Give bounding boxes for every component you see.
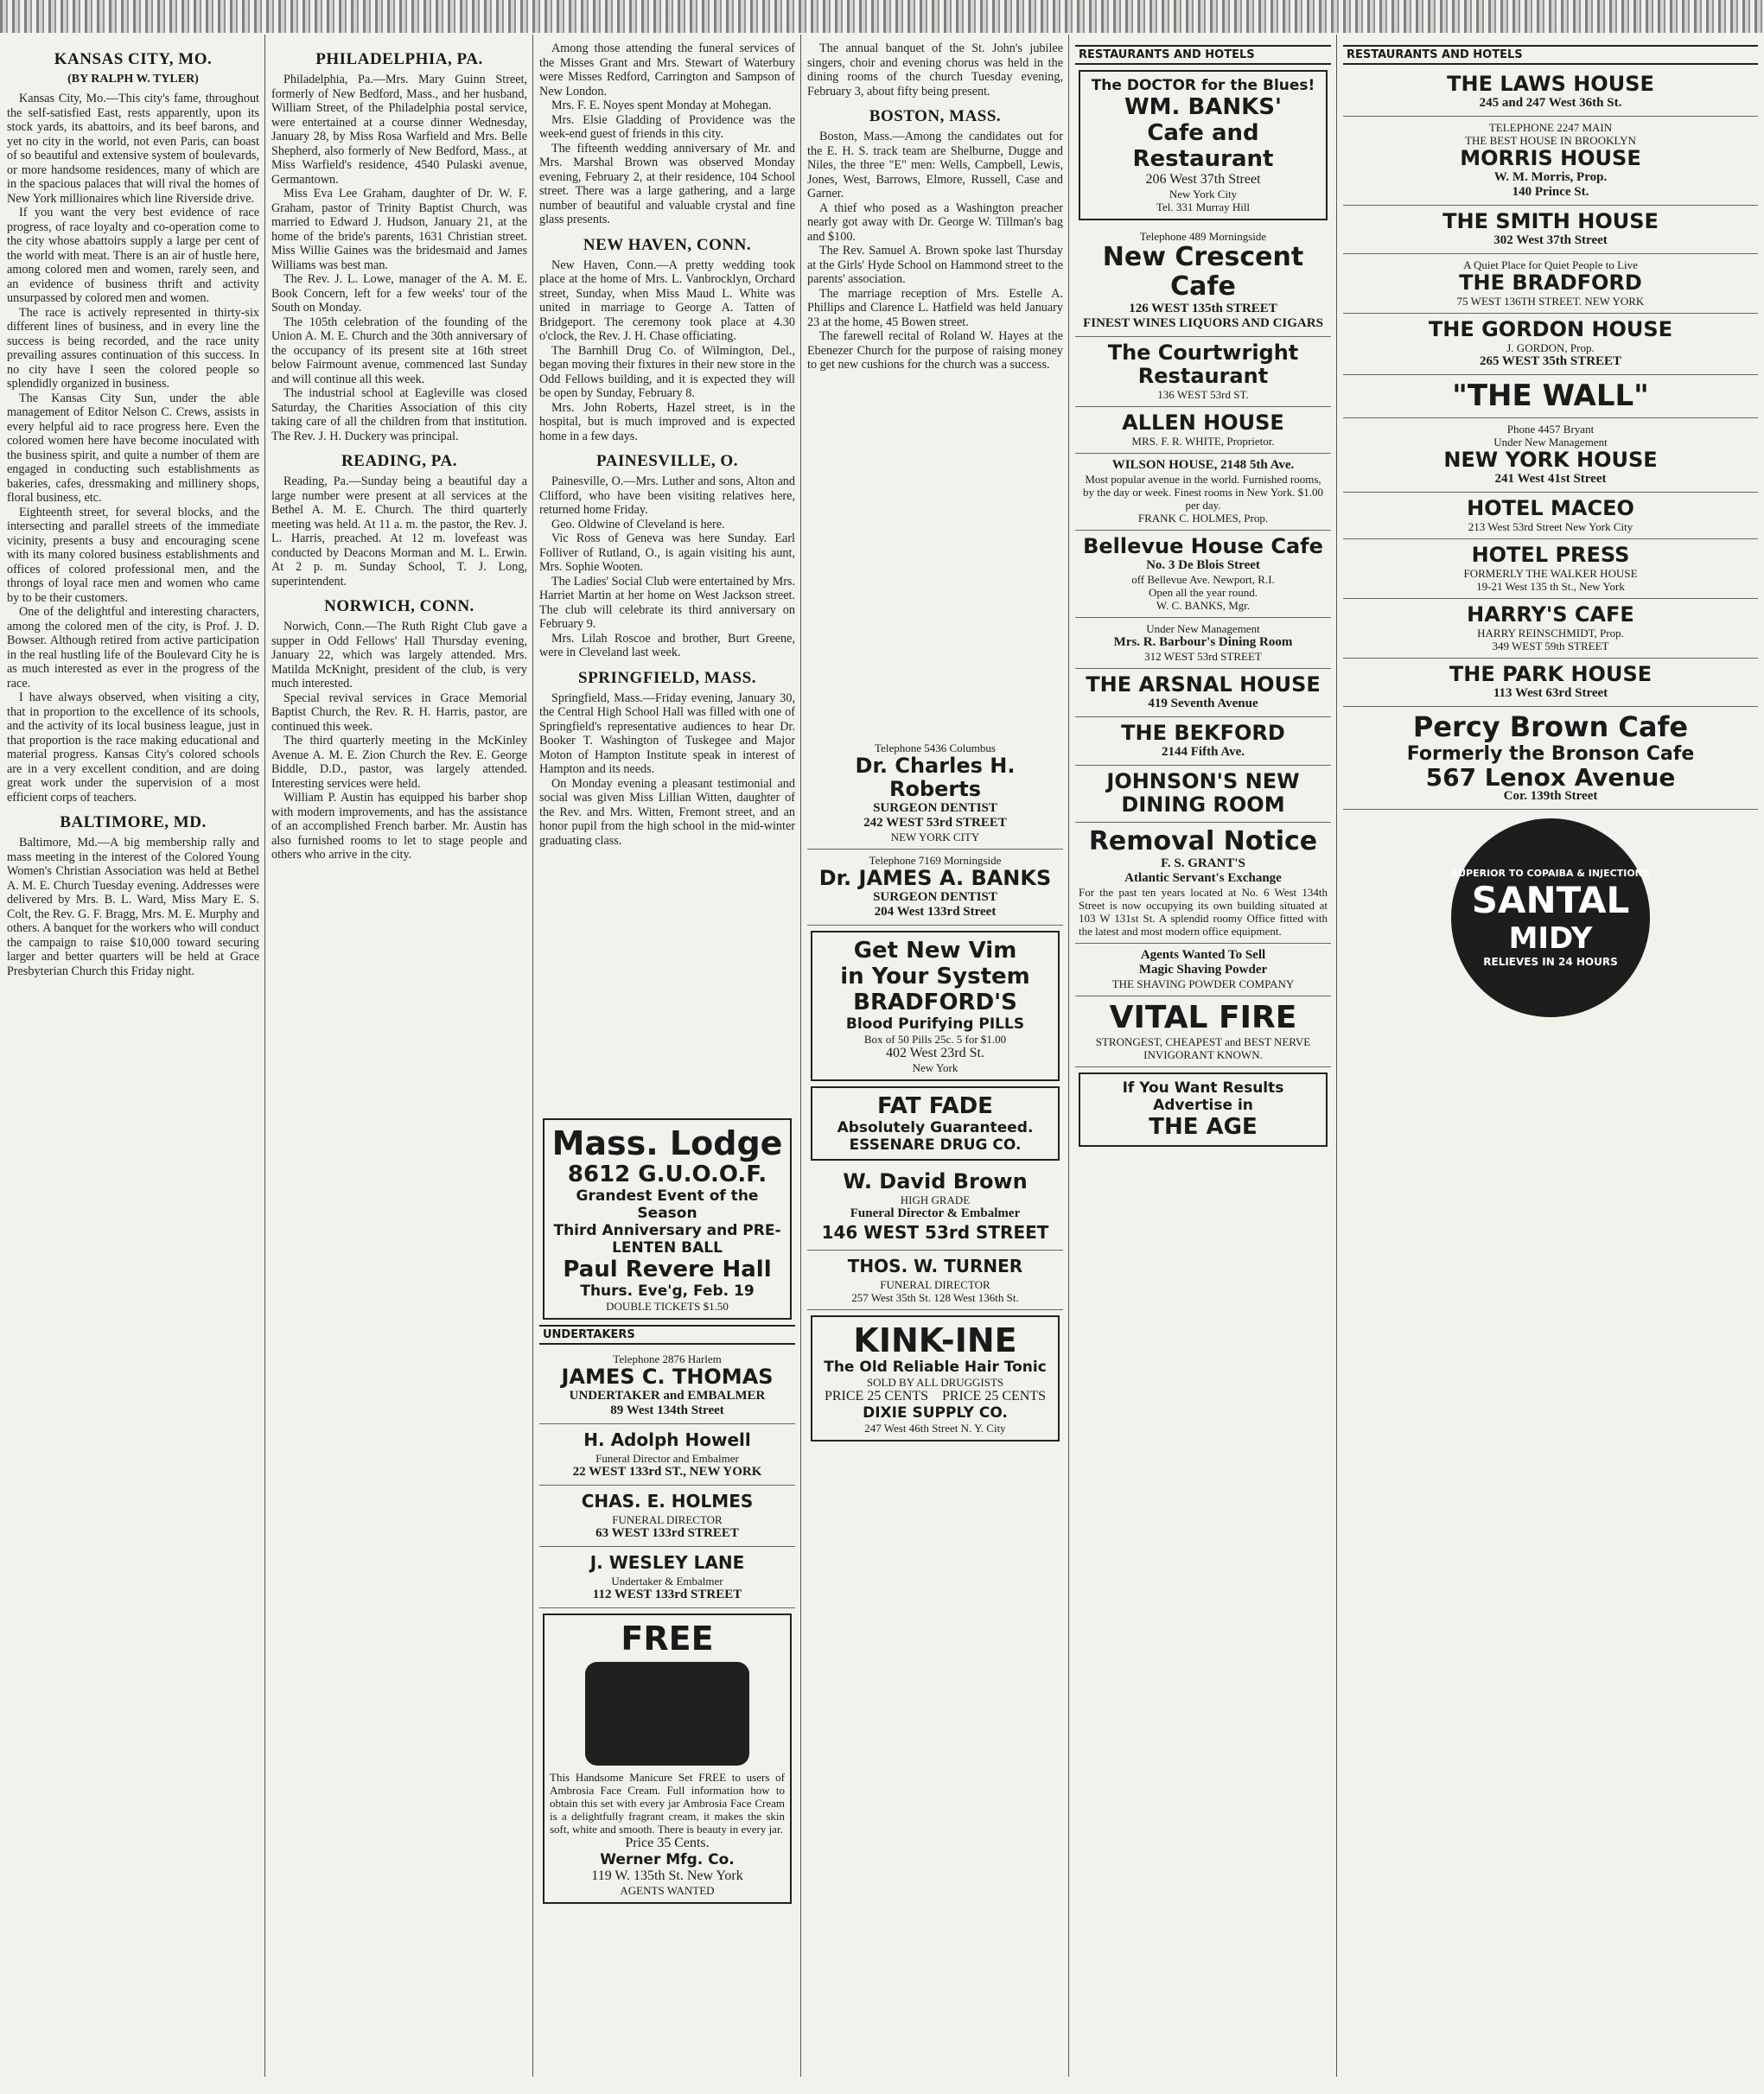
column-2 xyxy=(271,41,527,2081)
column-rule xyxy=(800,35,801,2077)
advertise-in-the-age: If You Want Results Advertise in THE AGE xyxy=(1079,1072,1328,1147)
morris-house-ad: TELEPHONE 2247 MAIN THE BEST HOUSE IN BROOKLYN MORRIS HOUSE W. M. Morris, Prop. 140 Prince St. xyxy=(1343,117,1758,206)
kinkine-ad: KINK-INE The Old Reliable Hair Tonic SOLD BY ALL DRUGGISTS PRICE 25 CENTS PRICE 25 CENTS DIXIE SUPPLY CO. 247 West 46th Street N. Y. City xyxy=(811,1315,1060,1442)
article-paragraph: Philadelphia, Pa.—Mrs. Mary Guinn Street, formerly of New Bedford, Mass., and her husband, William Street, of the Philadelphia postal service, were entertained at a course dinner Wednesday, January 28, by Miss Rosa Warfield and Mrs. Belle Shepherd, also formerly of New Bedford, Mass., at Miss Warfield's residence, 4540 Pulaski avenue, Germantown. xyxy=(271,73,527,187)
article-heading: PHILADELPHIA, PA. xyxy=(315,50,483,68)
laws-house-ad: THE LAWS HOUSE 245 and 247 West 36th St. xyxy=(1343,68,1758,117)
courtwright-ad: The Courtwright Restaurant 136 WEST 53rd ST. xyxy=(1075,337,1331,407)
lane-ad: J. WESLEY LANE Undertaker & Embalmer 112 WEST 133rd STREET xyxy=(539,1547,795,1608)
restaurants-header: RESTAURANTS AND HOTELS xyxy=(1075,45,1331,65)
article-paragraph: On Monday evening a pleasant testimonial and social was given Miss Lillian Witten, daughter of the Rev. and Mrs. Witten, Fremont street, and an honor pupil from the high school in the mid-winter graduating class. xyxy=(539,776,795,848)
wdbrown-ad: W. David Brown HIGH GRADE Funeral Director & Embalmer 146 WEST 53rd STREET xyxy=(807,1166,1063,1251)
article-paragraph: Miss Eva Lee Graham, daughter of Dr. W. F. Graham, pastor of Trinity Baptist Church, was married to Edward J. Hudson, January 21, at the home of the bride's parents, 1631 Christian street. Miss Willie Gaines was the bridesmaid and James Williams was best man. xyxy=(271,187,527,272)
column-rule xyxy=(264,35,265,2077)
wm-banks-cafe-ad: The DOCTOR for the Blues! WM. BANKS' Cafe and Restaurant 206 West 37th Street New York City Tel. 331 Murray Hill xyxy=(1079,70,1328,220)
bellevue-house-ad: Bellevue House Cafe No. 3 De Blois Street off Bellevue Ave. Newport, R.I. Open all the year round. W. C. BANKS, Mgr. xyxy=(1075,531,1331,618)
article-paragraph: The farewell recital of Roland W. Hayes at the Ebenezer Church for the purpose of raising money to get new cushions for the church was a success. xyxy=(807,329,1063,372)
the-wall-ad: "THE WALL" xyxy=(1343,375,1758,418)
article-paragraph: The Rev. Samuel A. Brown spoke last Thursday at the Girls' Hyde School on Hammond street to the parents' association. xyxy=(807,244,1063,286)
article-paragraph: Geo. Oldwine of Cleveland is here. xyxy=(551,517,725,531)
undertakers-header: UNDERTAKERS xyxy=(539,1325,795,1345)
turner-ad: THOS. W. TURNER FUNERAL DIRECTOR 257 West 35th St. 128 West 136th St. xyxy=(807,1251,1063,1310)
column-1 xyxy=(7,41,259,2081)
article-heading: SPRINGFIELD, MASS. xyxy=(578,668,756,687)
article-paragraph: The industrial school at Eagleville was closed Saturday, the Charities Association of this city taking care of all the children from that institution. The Rev. J. H. Duckery was principal. xyxy=(271,386,527,443)
article-paragraph: Mrs. F. E. Noyes spent Monday at Mohegan. xyxy=(551,99,772,112)
article-paragraph: Reading, Pa.—Sunday being a beautiful day a large number were present at all services at the Bethel A. M. E. Church. The third quarterly meeting was held. At 11 a. m. the pastor, the Rev. J. L. Harris, preached. At 12 m. lovefeast was conducted by Deacons Morman and M. L. Erwin. At 2 p. m. Sunday School, T. J. Long, superintendent. xyxy=(271,474,527,589)
article-paragraph: One of the delightful and interesting characters, among the colored men of the city, is Prof. J. D. Bowser. Although retired from active participation in the real hustling life of the Boulevard City he is as much interested as ever in the progress of the race. xyxy=(7,605,259,691)
restaurants-header-right: RESTAURANTS AND HOTELS xyxy=(1343,45,1758,65)
page-top-edge xyxy=(0,0,1764,33)
article-paragraph: Mrs. Lilah Roscoe and brother, Burt Greene, were in Cleveland last week. xyxy=(539,631,795,659)
column-4 xyxy=(807,41,1063,2081)
article-byline: (BY RALPH W. TYLER) xyxy=(67,73,199,86)
article-paragraph: The fifteenth wedding anniversary of Mr. and Mrs. Marshal Brown was observed Monday evening, February 2, at their residence, 104 School street. There was a large gathering, and a large number of beautiful and valuable crystal and fine glass presents. xyxy=(539,141,795,226)
vital-fire-ad: VITAL FIRE STRONGEST, CHEAPEST and BEST NERVE INVIGORANT KNOWN. xyxy=(1075,996,1331,1067)
holmes-ad: CHAS. E. HOLMES FUNERAL DIRECTOR 63 WEST 133rd STREET xyxy=(539,1486,795,1547)
column-5 xyxy=(1075,41,1331,2081)
lodge-line: Grandest Event of the Season xyxy=(576,1187,759,1222)
article-heading: PAINESVILLE, O. xyxy=(596,452,738,470)
article-heading: KANSAS CITY, MO. xyxy=(54,50,213,68)
fat-fade-ad: FAT FADE Absolutely Guaranteed. ESSENARE DRUG CO. xyxy=(811,1086,1060,1161)
banks-dentist-ad: Telephone 7169 Morningside Dr. JAMES A. BANKS SURGEON DENTIST 204 West 133rd Street xyxy=(807,850,1063,926)
article-paragraph: Baltimore, Md.—A big membership rally and mass meeting in the interest of the Colored Young Women's Christian Association was held at Bethel A. M. E. Church Tuesday evening. Addresses were delivered by Mrs. B. L. Ward, Miss Mary E. S. Colt, the Rev. G. F. Bragg, Mrs. M. E. Murphy and others. A banquet for the workers who will conduct the campaign to raise $10,000 toward securing larger and better quarters will be held at Grace Presbyterian Church this Friday night. xyxy=(7,836,259,978)
article-paragraph: Kansas City, Mo.—This city's fame, throughout the self-satisfied East, rests apparently, upon its stock yards, its abattoirs, and its beef barons, and yet no city in the world, not even Paris, can boast of so beautiful and extensive system of boulevards, or more handsome residences, many of which are in the spacious palaces that will rival the homes of New York millionaires which line Riverside drive. xyxy=(7,92,259,206)
article-paragraph: The 105th celebration of the founding of the Union A. M. E. Church and the 30th anniversary of the occupancy of its present site at 16th street below Fairmount avenue, commenced last Sunday and will continue all this week. xyxy=(271,315,527,386)
article-paragraph: Norwich, Conn.—The Ruth Right Club gave a supper in Odd Fellows' Hall Thursday evening, January 22, which was largely attended. Mrs. Matilda McKnight, president of the club, is very much interested. xyxy=(271,620,527,691)
johnsons-dining-ad: JOHNSON'S NEW DINING ROOM xyxy=(1075,766,1331,823)
article-paragraph: The Barnhill Drug Co. of Wilmington, Del., began moving their fixtures in their new store in the Odd Fellows building, and it is expected they will be open by Sunday, February 8. xyxy=(539,343,795,400)
article-paragraph: Mrs. Elsie Gladding of Providence was the week-end guest of friends in this city. xyxy=(539,112,795,141)
column-rule xyxy=(1068,35,1069,2077)
article-paragraph: The Kansas City Sun, under the able management of Editor Nelson C. Crews, assists in every helpful aid to race progress here. Even the colored women here have become inoculated with the business spirit, and quite a number of them are engaged in conducting such establishments as bakeries, cafes, dressmaking and millinery shops, floral business, etc. xyxy=(7,391,259,505)
article-paragraph: Mrs. John Roberts, Hazel street, is in the hospital, but is much improved and is expected home in a few days. xyxy=(539,400,795,443)
park-house-ad: THE PARK HOUSE 113 West 63rd Street xyxy=(1343,659,1758,707)
article-paragraph: Among those attending the funeral services of the Misses Grant and Mrs. Stewart of Waterbury were Misses Redford, Carrington and Sampson of New London. xyxy=(539,41,795,99)
column-4-articles xyxy=(807,41,1063,737)
free-manicure-ad: FREE This Handsome Manicure Set FREE to users of Ambrosia Face Cream. Full information how to obtain this set with every jar Ambrosia Face Cream is a delightfully fragrant cream, it makes the skin soft, white and smooth. There is beauty in every jar. Price 35 Cents. Werner Mfg. Co. 119 W. 135th St. New York AGENTS WANTED xyxy=(543,1613,792,1904)
article-paragraph: Eighteenth street, for several blocks, and the intersecting and parallel streets of the immediate vicinity, presents a busy and encouraging scene with its many colored business establishments and offices of colored professional men, and the throngs of loyal race men and women who came by to be their customers. xyxy=(7,505,259,605)
article-paragraph: The marriage reception of Mrs. Estelle A. Phillips and Clarence L. Hatfield was held January 23 at the home, 45 Bowen street. xyxy=(807,286,1063,329)
article-paragraph: The race is actively represented in thirty-six different lines of business, and in every line the success is being recorded, and the race unity prevailing assures continuation of this success. In no city have I seen the colored people so splendidly organized in business. xyxy=(7,305,259,391)
article-paragraph: If you want the very best evidence of race progress, of race loyalty and co-operation come to the city whose abattoirs supply a large per cent of the world with meat. There is an air of hustle here, among colored men and women, rarely seen, and an evidence of business thrift and activity unsurpassed by colored men and women. xyxy=(7,206,259,305)
lodge-title: Mass. Lodge xyxy=(551,1124,783,1162)
column-rule xyxy=(532,35,533,2077)
thomas-ad: Telephone 2876 Harlem JAMES C. THOMAS UNDERTAKER and EMBALMER 89 West 134th Street xyxy=(539,1348,795,1424)
article-paragraph: Painesville, O.—Mrs. Luther and sons, Alton and Clifford, who have been visiting relatives here, returned home Friday. xyxy=(539,474,795,517)
lodge-line: Third Anniversary and PRE-LENTEN BALL xyxy=(553,1222,781,1257)
article-paragraph: I have always observed, when visiting a city, that in proportion to the excellence of its schools, and the activity of its local business league, just in that proportion is the race making educational and material progress. Kansas City's colored schools are in a very excellent condition, and are doing great work under the supervision of a most efficient corps of teachers. xyxy=(7,691,259,805)
article-paragraph: The third quarterly meeting in the McKinley Avenue A. M. E. Zion Church the Rev. E. George Biddle, D.D., pastor, was largely attended. Interesting services were held. xyxy=(271,734,527,791)
column-6 xyxy=(1343,41,1758,2081)
bekford-ad: THE BEKFORD 2144 Fifth Ave. xyxy=(1075,717,1331,766)
bradfords-pills-ad: Get New Vim in Your System BRADFORD'S Blood Purifying PILLS Box of 50 Pills 25c. 5 for $1.00 402 West 23rd St. New York xyxy=(811,931,1060,1081)
article-heading: READING, PA. xyxy=(341,452,457,470)
column-3-articles xyxy=(539,41,795,1113)
barbour-dining-ad: Under New Management Mrs. R. Barbour's Dining Room 312 WEST 53rd STREET xyxy=(1075,618,1331,669)
article-paragraph: Special revival services in Grace Memorial Baptist Church, the Rev. R. H. Harris, pastor, are continued this week. xyxy=(271,691,527,734)
column-3 xyxy=(539,41,795,2081)
article-heading: NORWICH, CONN. xyxy=(324,597,474,615)
agents-wanted-ad: Agents Wanted To Sell Magic Shaving Powder THE SHAVING POWDER COMPANY xyxy=(1075,944,1331,996)
harrys-cafe-ad: HARRY'S CAFE HARRY REINSCHMIDT, Prop. 349 WEST 59th STREET xyxy=(1343,599,1758,659)
mass-lodge-ad xyxy=(543,1118,792,1320)
article-paragraph: New Haven, Conn.—A pretty wedding took place at the home of Mrs. L. Vanbrocklyn, Orchard street, Sunday, when Miss Maud L. White was united in marriage to George A. Tatten of Bridgeport. The ceremony took place at 4.30 o'clock, the Rev. J. H. Chase officiating. xyxy=(539,258,795,343)
column-rule xyxy=(1336,35,1337,2077)
lodge-number: 8612 G.U.O.O.F. xyxy=(567,1162,767,1187)
article-paragraph: Boston, Mass.—Among the candidates out for the E. H. S. track team are Shelburne, Dugge and Niles, the three "E" men: Wells, Campbell, Lewis, Jones, West, Barrows, Elmore, Russell, Case and Garner. xyxy=(807,130,1063,200)
hotel-press-ad: HOTEL PRESS FORMERLY THE WALKER HOUSE 19-21 West 135 th St., New York xyxy=(1343,539,1758,599)
article-paragraph: A thief who posed as a Washington preacher nearly got away with Dr. George W. Tillman's bag and $100. xyxy=(807,200,1063,244)
removal-notice: Removal Notice F. S. GRANT'S Atlantic Servant's Exchange For the past ten years located at No. 6 West 134th Street is now occupying its own building situated at 103 W 131st St. A splendid roomy Office fitted with the latest and most modern office equipment. xyxy=(1075,823,1331,944)
article-paragraph: The Ladies' Social Club were entertained by Mrs. Harriet Martin at her home on West Jackson street. The club will celebrate its third anniversary on February 9. xyxy=(539,574,795,631)
hotel-maceo-ad: HOTEL MACEO 213 West 53rd Street New York City xyxy=(1343,493,1758,539)
article-paragraph: Vic Ross of Geneva was here Sunday. Earl Folliver of Rutland, O., is again visiting his aunt, Mrs. Sophie Wooten. xyxy=(539,531,795,574)
lodge-date: Thurs. Eve'g, Feb. 19 xyxy=(580,1282,755,1300)
arsnal-house-ad: THE ARSNAL HOUSE 419 Seventh Avenue xyxy=(1075,669,1331,717)
santal-midy-seal: SUPERIOR TO COPAIBA & INJECTIONS SANTAL MIDY RELIEVES IN 24 HOURS xyxy=(1451,818,1650,1017)
wilson-house-ad: WILSON HOUSE, 2148 5th Ave. Most popular avenue in the world. Furnished rooms, by the day or week. Finest rooms in New York. $1.00 per day. FRANK C. HOLMES, Prop. xyxy=(1075,454,1331,531)
article-paragraph: The annual banquet of the St. John's jubilee singers, choir and evening chorus was held in the dining rooms of the church Tuesday evening, February 3, about fifty being present. xyxy=(807,41,1063,99)
percy-brown-cafe-ad: Percy Brown Cafe Formerly the Bronson Cafe 567 Lenox Avenue Cor. 139th Street xyxy=(1343,707,1758,810)
gordon-house-ad: THE GORDON HOUSE J. GORDON, Prop. 265 WEST 35th STREET xyxy=(1343,314,1758,375)
new-york-house-ad: Phone 4457 Bryant Under New Management NEW YORK HOUSE 241 West 41st Street xyxy=(1343,418,1758,493)
lodge-tickets: DOUBLE TICKETS $1.50 xyxy=(606,1300,729,1313)
manicure-set-image xyxy=(585,1662,749,1766)
article-heading: BOSTON, MASS. xyxy=(869,107,1002,125)
article-paragraph: Springfield, Mass.—Friday evening, January 30, the Central High School Hall was filled with one of Springfield's representative audiences to hear Dr. Booker T. Washington of Tuskegee and Major Moton of Hampton Institute speak in interest of Hampton and its needs. xyxy=(539,691,795,776)
new-crescent-cafe-ad: Telephone 489 Morningside New Crescent Cafe 126 WEST 135th STREET FINEST WINES LIQUORS AND CIGARS xyxy=(1075,226,1331,337)
roberts-dentist-ad: Telephone 5436 Columbus Dr. Charles H. Roberts SURGEON DENTIST 242 WEST 53rd STREET NEW YORK CITY xyxy=(807,737,1063,850)
article-paragraph: William P. Austin has equipped his barber shop with modern improvements, and has the assistance of an accomplished French barber. Mr. Austin has also furnished rooms to let to stage people and others who arrive in the city. xyxy=(271,791,527,862)
howell-ad: H. Adolph Howell Funeral Director and Embalmer 22 WEST 133rd ST., NEW YORK xyxy=(539,1424,795,1486)
bradford-ad: A Quiet Place for Quiet People to Live THE BRADFORD 75 WEST 136TH STREET. NEW YORK xyxy=(1343,254,1758,314)
lodge-venue: Paul Revere Hall xyxy=(563,1257,772,1282)
article-paragraph: The Rev. J. L. Lowe, manager of the A. M. E. Book Concern, left for a few weeks' tour of the South on Monday. xyxy=(271,272,527,315)
article-heading: NEW HAVEN, CONN. xyxy=(583,235,752,254)
allen-house-ad: ALLEN HOUSE MRS. F. R. WHITE, Proprietor. xyxy=(1075,407,1331,454)
smith-house-ad: THE SMITH HOUSE 302 West 37th Street xyxy=(1343,206,1758,254)
article-heading: BALTIMORE, MD. xyxy=(60,813,207,831)
